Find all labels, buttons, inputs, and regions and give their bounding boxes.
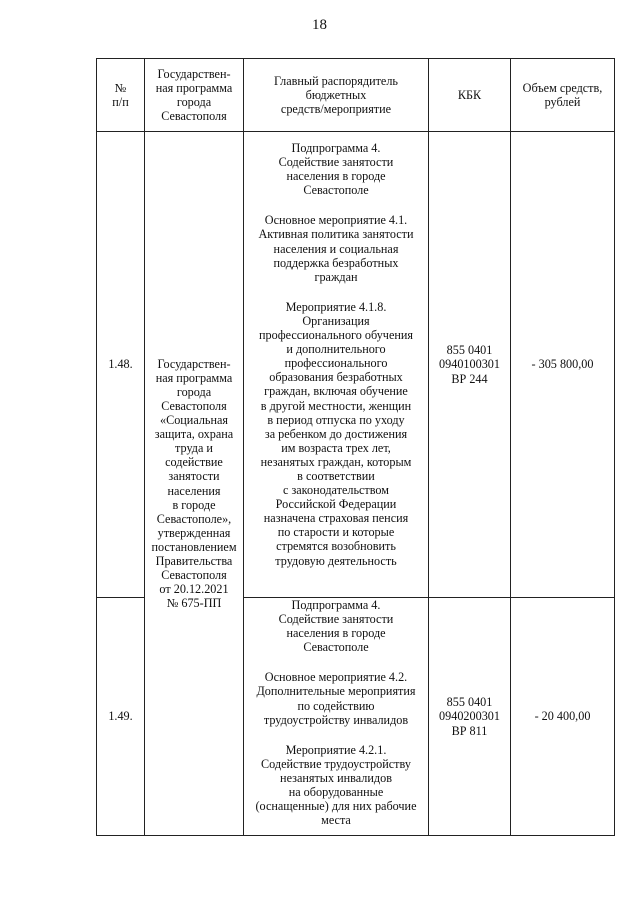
table-row xyxy=(97,132,615,598)
table-header-row xyxy=(97,59,615,132)
header-num: № п/п xyxy=(97,59,145,132)
activity-text: Мероприятие 4.2.1. Содействие трудоустройству незанятых инвалидов на оборудованные (оснащенные) для них рабочие места xyxy=(255,742,417,828)
main-activity-text: Основное мероприятие 4.1. Активная политика занятости населения и социальная поддержка безработных граждан xyxy=(258,213,414,284)
budget-table xyxy=(96,58,615,836)
kbk-cell: 855 0401 0940100301 ВР 244 xyxy=(429,132,511,598)
activity-cell xyxy=(244,132,429,598)
kbk-cell: 855 0401 0940200301 ВР 811 xyxy=(429,598,511,836)
activity-text: Мероприятие 4.1.8. Организация профессионального обучения и дополнительного профессионального образования безработных граждан, включая обучение в другой местности, женщин в период отпуска по уходу за ребенком до достижения им возраста трех лет, незанятых граждан, которым в соответствии с законодательством Российской Федерации назначена страховая пенсия по старости и которые стремятся возобновить трудовую деятельность xyxy=(259,299,413,568)
subprogram-text: Подпрограмма 4. Содействие занятости населения в городе Севастополе xyxy=(278,598,394,655)
page-number: 18 xyxy=(312,17,327,33)
row-number: 1.49. xyxy=(97,598,145,836)
row-number: 1.48. xyxy=(97,132,145,598)
activity-cell xyxy=(244,598,429,836)
amount-cell: - 305 800,00 xyxy=(511,132,615,598)
main-activity-text: Основное мероприятие 4.2. Дополнительные мероприятия по содействию трудоустройству инвалидов xyxy=(256,670,416,727)
header-kbk: КБК xyxy=(429,59,511,132)
header-manager: Главный распорядитель бюджетных средств/мероприятие xyxy=(244,59,429,132)
header-program: Государствен- ная программа города Севастополя xyxy=(145,59,244,132)
subprogram-text: Подпрограмма 4. Содействие занятости населения в городе Севастополе xyxy=(278,141,394,198)
amount-cell: - 20 400,00 xyxy=(511,598,615,836)
header-amount: Объем средств, рублей xyxy=(511,59,615,132)
program-cell: Государствен- ная программа города Севастополя «Социальная защита, охрана труда и содействие занятости населения в городе Севастополе», утвержденная постановлением Правительства Севастополя от 20.12.2021 № 675-ПП xyxy=(145,132,244,836)
